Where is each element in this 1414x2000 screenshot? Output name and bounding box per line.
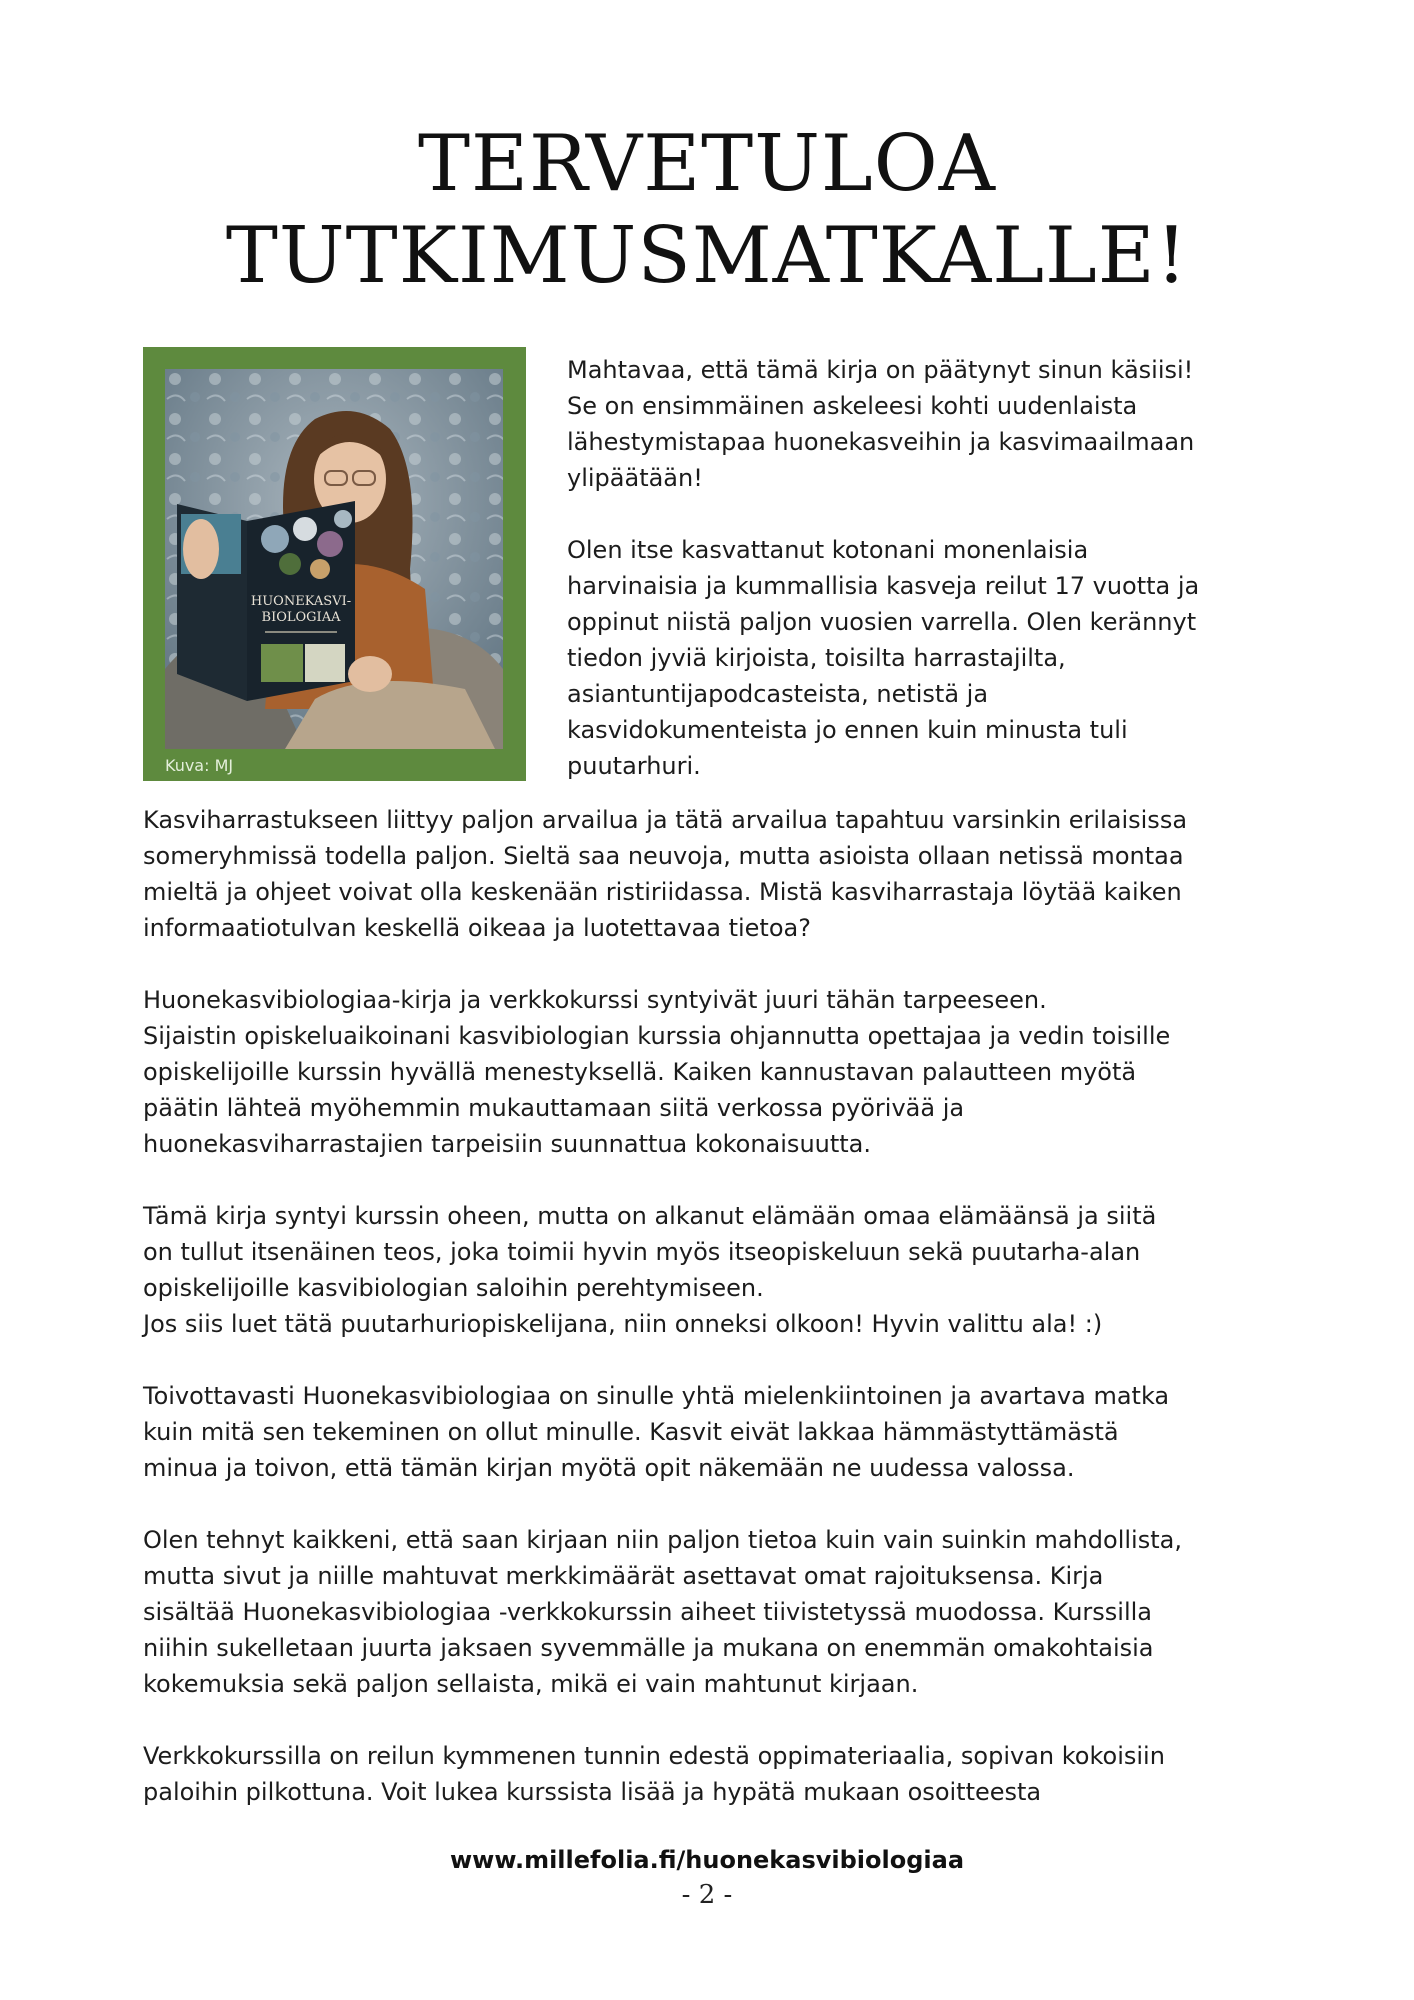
text-line: mutta sivut ja niille mahtuvat merkkimäärät asettavat omat rajoituksensa. Kirja [143, 1562, 1104, 1590]
book-title-line-1: HUONEKASVI- [250, 594, 352, 609]
text-line: Huonekasvibiologiaa-kirja ja verkkokurssi syntyivät juuri tähän tarpeeseen. [143, 986, 1047, 1014]
text-line: huonekasviharrastajien tarpeisiin suunnattua kokonaisuutta. [143, 1130, 872, 1158]
page-number: - 2 - [681, 1880, 733, 1910]
intro-paragraph-2 [567, 532, 1287, 784]
text-line: puutarhuri. [567, 752, 701, 780]
body-paragraph-1 [143, 802, 1303, 946]
text-line: päätin lähteä myöhemmin mukauttamaan siitä verkossa pyörivää ja [143, 1094, 965, 1122]
text-line: Mahtavaa, että tämä kirja on päätynyt sinun käsiisi! [567, 356, 1194, 384]
text-line: harvinaisia ja kummallisia kasveja reilut 17 vuotta ja [567, 572, 1200, 600]
body-paragraph-5 [143, 1522, 1303, 1702]
text-line: paloihin pilkottuna. Voit lukea kurssista lisää ja hypätä mukaan osoitteesta [143, 1778, 1042, 1806]
text-line: informaatiotulvan keskellä oikeaa ja luotettavaa tietoa? [143, 914, 811, 942]
text-line: lähestymistapaa huonekasveihin ja kasvimaailmaan [567, 428, 1195, 456]
text-line: niihin sukelletaan juurta jaksaen syvemmälle ja mukana on enemmän omakohtaisia [143, 1634, 1154, 1662]
page-title [0, 118, 1414, 302]
text-line: Olen tehnyt kaikkeni, että saan kirjaan niin paljon tietoa kuin vain suinkin mahdollista, [143, 1526, 1182, 1554]
title-line-2: TUTKIMUSMATKALLE! [225, 211, 1189, 301]
body-text [143, 802, 1303, 1810]
intro-text [567, 352, 1287, 784]
book-title-line-2: BIOLOGIAA [261, 610, 341, 625]
text-line: Toivottavasti Huonekasvibiologiaa on sinulle yhtä mielenkiintoinen ja avartava matka [143, 1382, 1170, 1410]
body-paragraph-6 [143, 1738, 1303, 1810]
text-line: someryhmissä todella paljon. Sieltä saa neuvoja, mutta asioista ollaan netissä montaa [143, 842, 1184, 870]
body-paragraph-4 [143, 1378, 1303, 1486]
author-photo [165, 369, 503, 749]
text-line: sisältää Huonekasvibiologiaa -verkkokurssin aiheet tiivistetyssä muodossa. Kurssilla [143, 1598, 1153, 1626]
body-paragraph-2 [143, 982, 1303, 1162]
text-line: Tämä kirja syntyi kurssin oheen, mutta on alkanut elämään omaa elämäänsä ja siitä [143, 1202, 1157, 1230]
text-line: Verkkokurssilla on reilun kymmenen tunnin edestä oppimateriaalia, sopivan kokoisiin [143, 1742, 1165, 1770]
title-line-1: TERVETULOA [417, 119, 996, 209]
text-line: asiantuntijapodcasteista, netistä ja [567, 680, 989, 708]
text-line: Sijaistin opiskeluaikoinani kasvibiologian kurssia ohjannutta opettajaa ja vedin toisille [143, 1022, 1171, 1050]
text-line: ylipäätään! [567, 464, 703, 492]
text-line: kuin mitä sen tekeminen on ollut minulle. Kasvit eivät lakkaa hämmästyttämästä [143, 1418, 1119, 1446]
intro-paragraph-1 [567, 352, 1287, 496]
text-line: mieltä ja ohjeet voivat olla keskenään ristiriidassa. Mistä kasviharrastaja löytää kaiken [143, 878, 1182, 906]
text-line: tiedon jyviä kirjoista, toisilta harrastajilta, [567, 644, 1066, 672]
text-line: on tullut itsenäinen teos, joka toimii hyvin myös itseopiskeluun sekä puutarha-alan [143, 1238, 1141, 1266]
text-line: opiskelijoille kasvibiologian saloihin perehtymiseen. [143, 1274, 764, 1302]
text-line: Jos siis luet tätä puutarhuriopiskelijana, niin onneksi olkoon! Hyvin valittu ala! :) [143, 1310, 1103, 1338]
text-line: Olen itse kasvattanut kotonani monenlaisia [567, 536, 1089, 564]
text-line: minua ja toivon, että tämän kirjan myötä opit näkemään ne uudessa valossa. [143, 1454, 1075, 1482]
text-line: oppinut niistä paljon vuosien varrella. Olen kerännyt [567, 608, 1197, 636]
body-paragraph-3 [143, 1198, 1303, 1342]
course-url-link[interactable]: www.millefolia.fi/huonekasvibiologiaa [449, 1846, 965, 1874]
text-line: kasvidokumenteista jo ennen kuin minusta tuli [567, 716, 1128, 744]
photo-credit: Kuva: MJ [165, 756, 234, 775]
photo-frame [143, 347, 526, 781]
text-line: Se on ensimmäinen askeleesi kohti uudenlaista [567, 392, 1138, 420]
text-line: kokemuksia sekä paljon sellaista, mikä ei vain mahtunut kirjaan. [143, 1670, 919, 1698]
text-line: opiskelijoille kurssin hyvällä menestyksellä. Kaiken kannustavan palautteen myötä [143, 1058, 1137, 1086]
text-line: Kasviharrastukseen liittyy paljon arvailua ja tätä arvailua tapahtuu varsinkin erilaisissa [143, 806, 1188, 834]
